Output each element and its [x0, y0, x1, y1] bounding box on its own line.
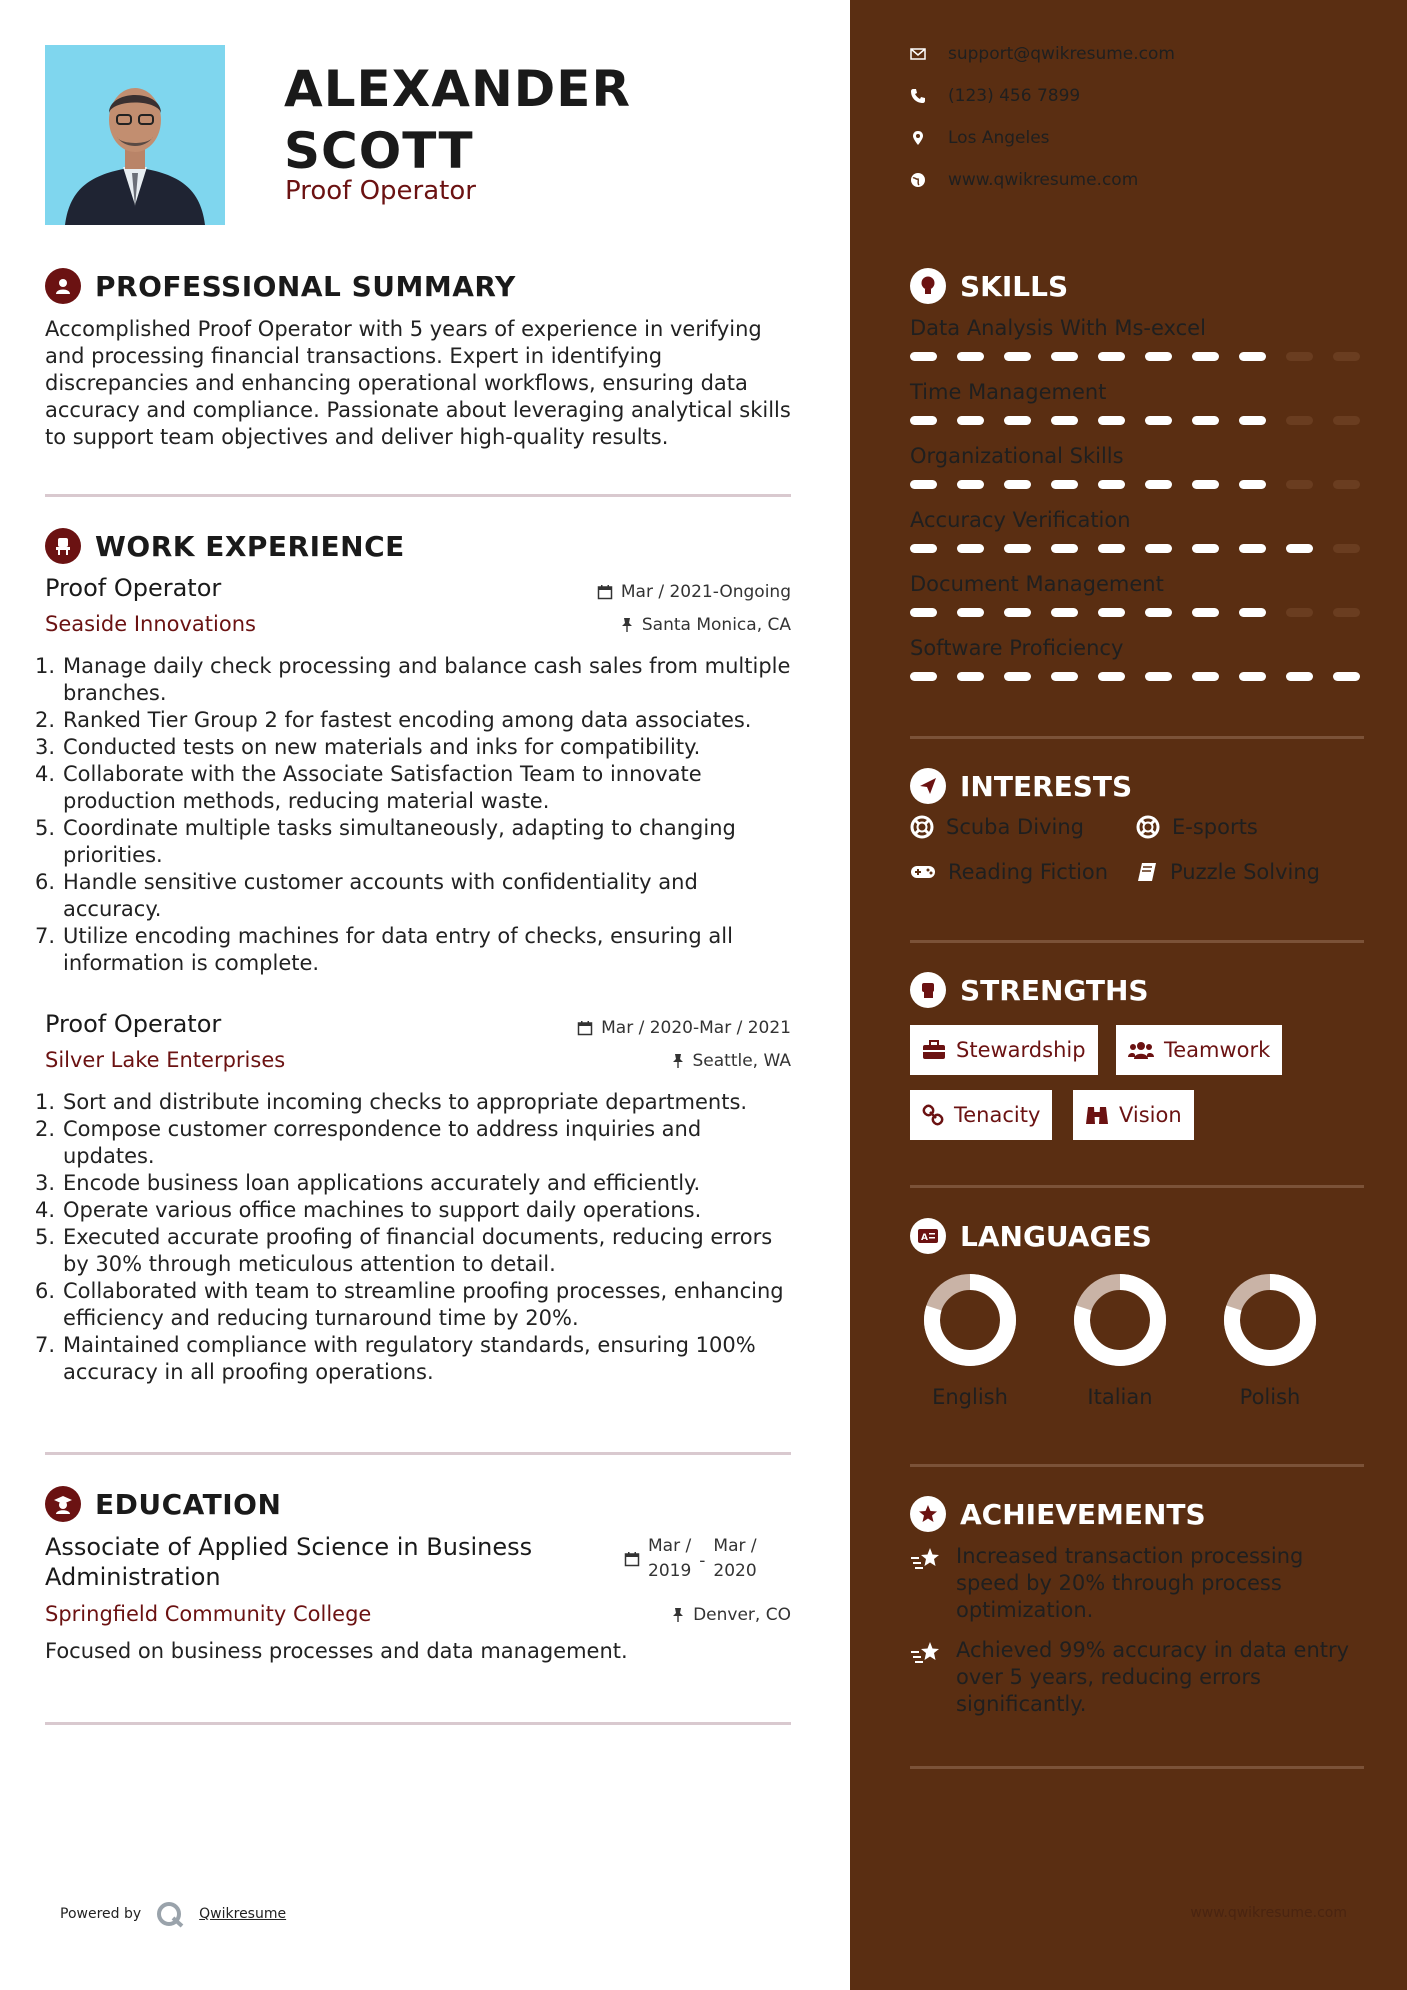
- responsibility-item: [35, 707, 795, 734]
- contact-phone: [910, 86, 1080, 106]
- skill-rating: [910, 416, 1360, 425]
- language-icon: [910, 1218, 946, 1254]
- profile-photo: [45, 45, 225, 225]
- item-text: Utilize encoding machines for data entry of checks, ensuring all information is complete.: [63, 924, 733, 975]
- summary-heading: [45, 268, 516, 304]
- divider: [910, 940, 1364, 943]
- item-number: 4.: [35, 762, 56, 786]
- education-end-year: 2020: [713, 1561, 757, 1581]
- education-start-month: Mar /: [648, 1536, 692, 1556]
- skill-name: Data Analysis With Ms-excel: [910, 316, 1206, 340]
- responsibility-item: [35, 1197, 795, 1224]
- job-2-location-text: Seattle, WA: [692, 1051, 791, 1071]
- svg-text:A: A: [921, 1233, 928, 1243]
- responsibility-item: [35, 1278, 795, 1332]
- languages-title: LANGUAGES: [960, 1219, 1152, 1253]
- language-label: Polish: [1239, 1385, 1301, 1409]
- degree-title: [45, 1532, 605, 1592]
- education-start-year: 2019: [648, 1561, 692, 1581]
- job-2-dates: [577, 1018, 791, 1038]
- location-text: Los Angeles: [948, 128, 1050, 148]
- rating-dash: [957, 608, 984, 617]
- strengths-heading: [910, 972, 1149, 1008]
- language-label: Italian: [1087, 1385, 1153, 1409]
- strength-label: Teamwork: [1164, 1038, 1271, 1062]
- rating-dash: [1286, 416, 1313, 425]
- rating-dash: [1004, 544, 1031, 553]
- item-number: 3.: [35, 1171, 56, 1195]
- job-1-location-text: Santa Monica, CA: [641, 615, 791, 635]
- divider: [910, 1766, 1364, 1769]
- divider: [910, 1464, 1364, 1467]
- rating-dash: [1239, 608, 1266, 617]
- achievement-item: [910, 1637, 1350, 1718]
- rating-dash: [1333, 608, 1360, 617]
- item-number: 2.: [35, 1117, 56, 1141]
- rating-dash: [1098, 608, 1125, 617]
- rating-dash: [1051, 608, 1078, 617]
- powered-by: [60, 1900, 286, 1928]
- link-icon: [922, 1104, 944, 1126]
- responsibility-item: [35, 1332, 795, 1386]
- item-text: Manage daily check processing and balance cash sales from multiple branches.: [63, 654, 791, 705]
- interest-item: [910, 815, 1084, 839]
- skill-rating: [910, 544, 1360, 553]
- donut-chart: [920, 1270, 1020, 1370]
- summary-text: Accomplished Proof Operator with 5 years of experience in verifying and processing financial transactions. Expert in identifying discrepancies and enhancing operational workflows, ensuring data accuracy and compliance. Passionate about leveraging analytical skills to support team objectives and deliver high-quality results.: [45, 317, 791, 449]
- item-number: 1.: [35, 654, 56, 678]
- experience-title: WORK EXPERIENCE: [95, 529, 405, 563]
- rating-dash: [1051, 352, 1078, 361]
- rating-dash: [1004, 608, 1031, 617]
- rating-dash: [1192, 352, 1219, 361]
- globe-icon: [910, 172, 926, 188]
- strengths-title: STRENGTHS: [960, 973, 1149, 1007]
- item-number: 1.: [35, 1090, 56, 1114]
- rating-dash: [1004, 480, 1031, 489]
- interest-item: [1136, 860, 1320, 884]
- shooting-star-icon: [910, 1640, 942, 1666]
- name-line-1: ALEXANDER: [284, 60, 631, 118]
- item-number: 7.: [35, 924, 56, 948]
- responsibility-item: [35, 734, 795, 761]
- item-text: Collaborated with team to streamline proofing processes, enhancing efficiency and reducing turnaround time by 20%.: [63, 1279, 784, 1330]
- job-1-title: Proof Operator: [45, 574, 222, 602]
- strength-label: Stewardship: [956, 1038, 1086, 1062]
- item-number: 2.: [35, 708, 56, 732]
- rating-dash: [1192, 480, 1219, 489]
- pin-icon: [620, 617, 634, 633]
- contact-email: [910, 44, 1175, 64]
- divider: [45, 1452, 791, 1455]
- responsibility-item: [35, 653, 795, 707]
- rating-dash: [1192, 416, 1219, 425]
- users-icon: [1128, 1040, 1154, 1060]
- rating-dash: [957, 544, 984, 553]
- interest-item: [910, 860, 1108, 884]
- graduate-icon: [45, 1486, 81, 1522]
- candidate-name: [284, 58, 631, 182]
- rating-dash: [1239, 544, 1266, 553]
- strength-badge: [1073, 1090, 1194, 1140]
- rating-dash: [910, 352, 937, 361]
- skill-name: Organizational Skills: [910, 444, 1124, 468]
- rating-dash: [1239, 672, 1266, 681]
- rating-dash: [910, 480, 937, 489]
- rating-dash: [1286, 544, 1313, 553]
- rating-dash: [1333, 416, 1360, 425]
- rating-dash: [1239, 352, 1266, 361]
- item-text: Compose customer correspondence to address inquiries and updates.: [63, 1117, 702, 1168]
- date-dash: -: [699, 1550, 706, 1571]
- rating-dash: [1098, 480, 1125, 489]
- interest-label: Scuba Diving: [946, 815, 1084, 839]
- rating-dash: [1192, 544, 1219, 553]
- map-pin-icon: [910, 130, 926, 146]
- achievement-text: Increased transaction processing speed by 20% through process optimization.: [956, 1544, 1304, 1622]
- education-description: Focused on business processes and data management.: [45, 1639, 628, 1663]
- skill-rating: [910, 352, 1360, 361]
- rating-dash: [1286, 352, 1313, 361]
- job-2-dates-text: Mar / 2020-Mar / 2021: [601, 1018, 791, 1038]
- paper-plane-icon: [910, 768, 946, 804]
- item-number: 4.: [35, 1198, 56, 1222]
- interest-label: Reading Fiction: [948, 860, 1109, 884]
- user-icon: [45, 268, 81, 304]
- education-end-month: Mar /: [713, 1536, 757, 1556]
- job-2-title: Proof Operator: [45, 1010, 222, 1038]
- rating-dash: [1145, 352, 1172, 361]
- item-text: Maintained compliance with regulatory standards, ensuring 100% accuracy in all proofing operations.: [63, 1333, 756, 1384]
- briefcase-icon: [922, 1040, 946, 1060]
- achievement-item: [910, 1543, 1350, 1624]
- rating-dash: [1098, 416, 1125, 425]
- item-text: Collaborate with the Associate Satisfaction Team to innovate production methods, reducing material waste.: [63, 762, 702, 813]
- rating-dash: [1098, 352, 1125, 361]
- education-location: [671, 1605, 791, 1625]
- rating-dash: [1192, 672, 1219, 681]
- job-1-dates-text: Mar / 2021-Ongoing: [620, 582, 791, 602]
- divider: [910, 736, 1364, 739]
- skills-title: SKILLS: [960, 269, 1069, 303]
- calendar-icon: [597, 584, 613, 600]
- rating-dash: [910, 608, 937, 617]
- phone-text: (123) 456 7899: [948, 86, 1081, 106]
- footer-site: www.qwikresume.com: [1190, 1905, 1347, 1921]
- strength-label: Vision: [1119, 1103, 1182, 1127]
- skill-rating: [910, 672, 1360, 681]
- rating-dash: [1286, 608, 1313, 617]
- rating-dash: [957, 416, 984, 425]
- job-1-responsibilities: [35, 653, 795, 977]
- chair-icon: [45, 528, 81, 564]
- pin-icon: [671, 1607, 685, 1623]
- school-name: Springfield Community College: [45, 1602, 372, 1626]
- email-text[interactable]: support@qwikresume.com: [948, 44, 1175, 64]
- item-text: Coordinate multiple tasks simultaneously, adapting to changing priorities.: [63, 816, 736, 867]
- item-text: Handle sensitive customer accounts with confidentiality and accuracy.: [63, 870, 698, 921]
- responsibility-item: [35, 1170, 795, 1197]
- achievements-heading: [910, 1496, 1206, 1532]
- strength-badge: [910, 1090, 1052, 1140]
- item-text: Ranked Tier Group 2 for fastest encoding among data associates.: [63, 708, 752, 732]
- responsibility-item: [35, 869, 795, 923]
- item-text: Conducted tests on new materials and inks for compatibility.: [63, 735, 701, 759]
- rating-dash: [1098, 544, 1125, 553]
- strength-label: Tenacity: [954, 1103, 1041, 1127]
- interests-title: INTERESTS: [960, 769, 1133, 803]
- rating-dash: [910, 416, 937, 425]
- responsibility-item: [35, 761, 795, 815]
- rating-dash: [1004, 416, 1031, 425]
- responsibility-item: [35, 815, 795, 869]
- rating-dash: [1145, 672, 1172, 681]
- rating-dash: [1145, 416, 1172, 425]
- divider: [45, 1722, 791, 1725]
- languages-heading: [910, 1218, 1152, 1254]
- binoculars-icon: [1085, 1104, 1109, 1126]
- rating-dash: [1051, 672, 1078, 681]
- item-text: Executed accurate proofing of financial documents, reducing errors by 30% through meticulous attention to detail.: [63, 1225, 773, 1276]
- education-start: [648, 1534, 691, 1584]
- language-meter: [1045, 1270, 1195, 1374]
- rating-dash: [1145, 608, 1172, 617]
- responsibility-item: [35, 1224, 795, 1278]
- education-heading: [45, 1486, 281, 1522]
- envelope-icon: [910, 47, 926, 61]
- rating-dash: [1333, 544, 1360, 553]
- language-meter: [1195, 1270, 1345, 1374]
- education-dates: [624, 1534, 757, 1584]
- lightbulb-icon: [910, 268, 946, 304]
- item-number: 5.: [35, 816, 56, 840]
- job-1-dates: [597, 582, 791, 602]
- experience-heading: [45, 528, 405, 564]
- lifebuoy-icon: [910, 815, 934, 839]
- donut-chart: [1220, 1270, 1320, 1370]
- item-text: Sort and distribute incoming checks to appropriate departments.: [63, 1090, 748, 1114]
- responsibility-item: [35, 1116, 795, 1170]
- responsibility-item: [35, 1089, 795, 1116]
- skill-name: Software Proficiency: [910, 636, 1124, 660]
- language-label: English: [932, 1385, 1008, 1409]
- rating-dash: [1145, 480, 1172, 489]
- job-2-location: [671, 1051, 792, 1071]
- skill-name: Document Management: [910, 572, 1164, 596]
- rating-dash: [1239, 480, 1266, 489]
- education-location-text: Denver, CO: [693, 1605, 791, 1625]
- rating-dash: [1098, 672, 1125, 681]
- job-1-company: Seaside Innovations: [45, 612, 256, 636]
- item-text: Operate various office machines to support daily operations.: [63, 1198, 702, 1222]
- calendar-icon: [624, 1551, 640, 1567]
- powered-by-label: Powered by: [60, 1906, 142, 1922]
- skill-rating: [910, 608, 1360, 617]
- donut-chart: [1070, 1270, 1170, 1370]
- rating-dash: [957, 672, 984, 681]
- item-text: Encode business loan applications accurately and efficiently.: [63, 1171, 701, 1195]
- pin-icon: [671, 1053, 685, 1069]
- rating-dash: [1004, 672, 1031, 681]
- divider: [910, 1185, 1364, 1188]
- responsibility-item: [35, 923, 795, 977]
- rating-dash: [957, 352, 984, 361]
- item-number: 6.: [35, 870, 56, 894]
- interests-heading: [910, 768, 1132, 804]
- rating-dash: [910, 544, 937, 553]
- rating-dash: [1286, 480, 1313, 489]
- interest-item: [1136, 815, 1258, 839]
- rating-dash: [1239, 416, 1266, 425]
- rating-dash: [1333, 352, 1360, 361]
- degree-line-2: Administration: [45, 1563, 221, 1591]
- website-text[interactable]: www.qwikresume.com: [948, 170, 1139, 190]
- gamepad-icon: [910, 863, 936, 881]
- skill-name: Time Management: [910, 380, 1107, 404]
- candidate-title: Proof Operator: [285, 176, 476, 206]
- contact-website: [910, 170, 1138, 190]
- rating-dash: [957, 480, 984, 489]
- rating-dash: [1145, 544, 1172, 553]
- achievement-text: Achieved 99% accuracy in data entry over 5 years, reducing errors significantly.: [956, 1638, 1350, 1716]
- calendar-icon: [577, 1020, 593, 1036]
- education-title: EDUCATION: [95, 1487, 282, 1521]
- divider: [45, 494, 791, 497]
- rating-dash: [1286, 672, 1313, 681]
- star-badge-icon: [910, 1496, 946, 1532]
- rating-dash: [1333, 480, 1360, 489]
- rating-dash: [1051, 480, 1078, 489]
- strength-badge: [1116, 1025, 1282, 1075]
- item-number: 7.: [35, 1333, 56, 1357]
- item-number: 3.: [35, 735, 56, 759]
- rating-dash: [1004, 352, 1031, 361]
- item-number: 5.: [35, 1225, 56, 1249]
- contact-location: [910, 128, 1050, 148]
- strength-badge: [910, 1025, 1098, 1075]
- brand-link[interactable]: Qwikresume: [199, 1906, 287, 1922]
- degree-line-1: Associate of Applied Science in Business: [45, 1533, 533, 1561]
- interest-label: E-sports: [1172, 815, 1258, 839]
- language-meter: [895, 1270, 1045, 1374]
- job-2-responsibilities: [35, 1089, 795, 1386]
- shooting-star-icon: [910, 1546, 942, 1572]
- rating-dash: [1051, 544, 1078, 553]
- achievements-title: ACHIEVEMENTS: [960, 1497, 1206, 1531]
- rating-dash: [1192, 608, 1219, 617]
- fist-icon: [910, 972, 946, 1008]
- skill-name: Accuracy Verification: [910, 508, 1131, 532]
- interest-label: Puzzle Solving: [1170, 860, 1320, 884]
- skills-heading: [910, 268, 1068, 304]
- qwikresume-logo-icon: [155, 1900, 185, 1928]
- summary-title: PROFESSIONAL SUMMARY: [95, 269, 516, 303]
- education-end: [713, 1534, 756, 1584]
- lifebuoy-icon: [1136, 815, 1160, 839]
- job-1-location: [620, 615, 791, 635]
- name-line-2: SCOTT: [284, 122, 474, 180]
- rating-dash: [1051, 416, 1078, 425]
- phone-icon: [910, 88, 926, 104]
- skill-rating: [910, 480, 1360, 489]
- rating-dash: [910, 672, 937, 681]
- job-2-company: Silver Lake Enterprises: [45, 1048, 286, 1072]
- book-icon: [1136, 861, 1158, 883]
- item-number: 6.: [35, 1279, 56, 1303]
- rating-dash: [1333, 672, 1360, 681]
